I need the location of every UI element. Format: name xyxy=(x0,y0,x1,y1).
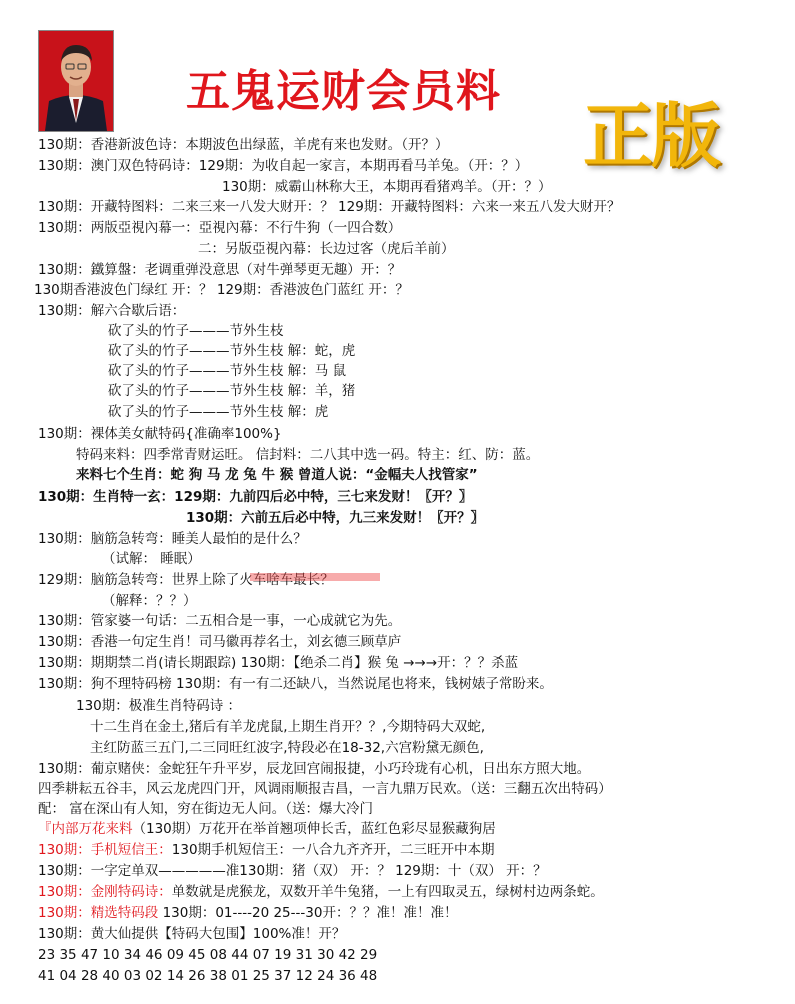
text-line: 配： 富在深山有人知，穷在街边无人问。（送：爆大冷门 xyxy=(38,801,374,817)
text-line: 四季耕耘五谷丰，风云龙虎四门开，风调雨顺报吉昌，一言九鼎万民欢。（送：三翻五次出特码） xyxy=(38,781,612,797)
text-line: 130期：一字定单双—————准130期：猪（双） 开：？ 129期：十（双） 开：？ xyxy=(38,863,547,879)
text-line: 十二生肖在金土,猪后有羊龙虎鼠,上期生肖开？？,今期特码大双蛇, xyxy=(90,719,486,735)
text-line: 130期：开藏特图料：二来三来一八发大财开：？ 129期：开藏特图料：六来一来五八发大财开？ xyxy=(38,199,621,215)
text-line: 130期：期期禁二肖(请长期跟踪) 130期：【绝杀二肖】猴 兔 →→→开：？？杀蓝 xyxy=(38,655,519,671)
text-line: 130期：六前五后必中特，九三来发财！〖开？〗 xyxy=(186,510,485,526)
text-line: 主红防蓝三五门,二三同旺红波字,特段必在18-32,六宫粉黛无颜色, xyxy=(90,740,484,756)
text-line: 41 04 28 40 03 02 14 26 38 01 25 37 12 24 36 48 xyxy=(38,968,378,984)
text-line: 130期：极准生肖特码诗 ： xyxy=(76,698,242,714)
text-line: 130期：香港新波色诗：本期波色出绿蓝，羊虎有来也发财。（开？） xyxy=(38,137,449,153)
text-line: 来料七个生肖：蛇 狗 马 龙 兔 牛 猴 曾道人说：“金幅夫人找管家” xyxy=(76,467,478,483)
text-line: 130期：裸体美女献特码{准确率100%} xyxy=(38,426,282,442)
text-line: 130期：香港一句定生肖！司马徽再荐名士，刘玄德三顾草庐 xyxy=(38,634,402,650)
red-heading: 『内部万花来料 xyxy=(38,821,133,837)
portrait-photo xyxy=(38,30,114,132)
text-line: 130期：手机短信王：130期手机短信王：一八合九齐齐开，二三旺开中本期 xyxy=(38,842,495,858)
page-title: 五鬼运财会员料 xyxy=(186,66,501,117)
text-line: 二：另版亞視內幕：长边过客（虎后羊前） xyxy=(198,241,455,257)
red-heading: 130期：手机短信王： xyxy=(38,842,172,858)
text-line: 130期：鐵算盤：老调重弹没意思（对牛弹琴更无趣）开：？ xyxy=(38,262,402,278)
text-line: 130期：狗不理特码榜 130期：有一有二还缺八，当然说尾也将来，钱树婊子常盼来。 xyxy=(38,676,553,692)
text-line: 130期：两版亞視內幕一：亞視內幕：不行牛狗（一四合数） xyxy=(38,220,402,236)
text-line: 砍了头的竹子———节外生枝 解：羊，猪 xyxy=(108,383,356,399)
text-line: 130期：澳门双色特码诗：129期：为收自起一家言，本期再看马羊兔。（开：？） xyxy=(38,158,529,174)
text-line: 130期：管家婆一句话：二五相合是一事，一心成就它为先。 xyxy=(38,613,402,629)
text-line: 砍了头的竹子———节外生枝 解：马 鼠 xyxy=(108,363,347,379)
red-smudge xyxy=(250,573,380,581)
red-heading: 130期：金刚特码诗： xyxy=(38,884,172,900)
text-line: 砍了头的竹子———节外生枝 解：蛇，虎 xyxy=(108,343,356,359)
text-line: 130期：黄大仙提供【特码大包围】100%准！开？ xyxy=(38,926,346,942)
text-line: 130期：脑筋急转弯：睡美人最怕的是什么？ xyxy=(38,531,307,547)
text-line: 130期：精选特码段 130期：01----20 25---30开：？？准！准！准！ xyxy=(38,905,458,921)
genuine-stamp: 正版 xyxy=(583,95,719,177)
text-line: 130期：威霸山林称大王，本期再看猪鸡羊。（开：？） xyxy=(222,179,552,195)
text-line: （试解： 睡眠） xyxy=(102,551,201,567)
text-line: 130期：金刚特码诗：单数就是虎猴龙，双数开羊牛兔猪，一上有四取灵五，绿树村边两条蛇。 xyxy=(38,884,604,900)
text-line: 特码来料：四季常青财运旺。 信封料：二八其中选一码。特主：红、防：蓝。 xyxy=(76,447,540,463)
text-line: （解释：？？） xyxy=(102,593,197,609)
text-line: 砍了头的竹子———节外生枝 解：虎 xyxy=(108,404,329,420)
text-line: 『内部万花来料（130期）万花开在举首翘项伸长舌，蓝红色彩尽显猴藏狗居 xyxy=(38,821,496,837)
text-line: 130期：解六合歇后语： xyxy=(38,303,186,319)
text-line: 129期：脑筋急转弯：世界上除了火车啥车最长？ xyxy=(38,572,334,588)
text-line: 130期：葡京赌侠：金蛇狂午升平岁，辰龙回宫闹报捷，小巧玲珑有心机，日出东方照大地。 xyxy=(38,761,591,777)
text-line: 130期香港波色门绿红 开：？ 129期：香港波色门蓝红 开：？ xyxy=(34,282,409,298)
text-line: 130期：生肖特一玄：129期：九前四后必中特，三七来发财！〖开？〗 xyxy=(38,489,473,505)
red-heading: 130期：精选特码段 xyxy=(38,905,159,921)
text-line: 23 35 47 10 34 46 09 45 08 44 07 19 31 30 42 29 xyxy=(38,947,378,963)
text-line: 砍了头的竹子———节外生枝 xyxy=(108,323,284,339)
